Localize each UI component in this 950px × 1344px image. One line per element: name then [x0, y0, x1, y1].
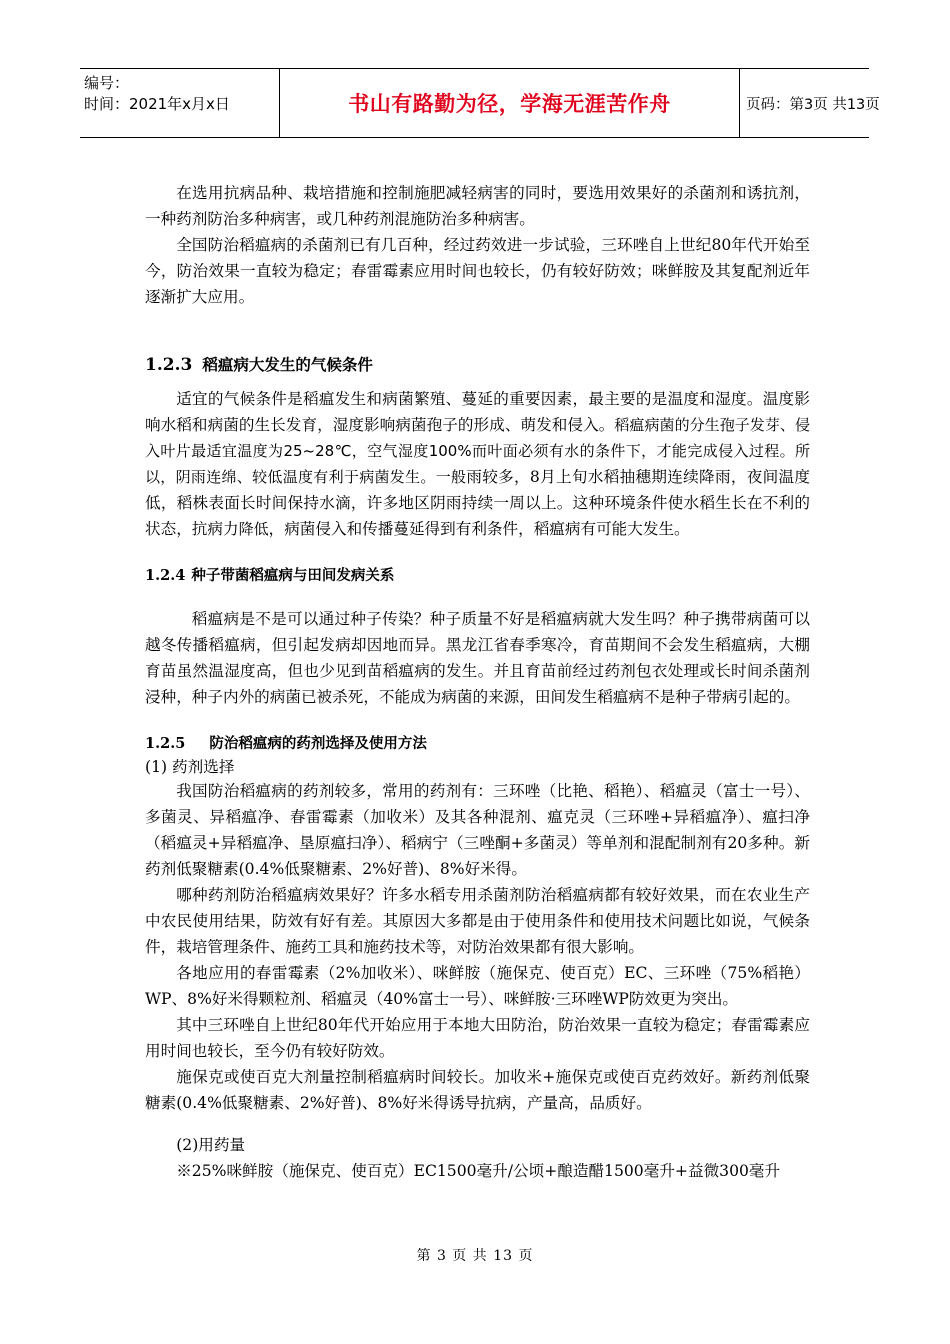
section-title: 稻瘟病大发生的气候条件: [202, 355, 373, 374]
header-motto: 书山有路勤为径，学海无涯苦作舟: [280, 69, 740, 137]
paragraph: 稻瘟病是不是可以通过种子传染？种子质量不好是稻瘟病就大发生吗？种子携带病菌可以越冬传播稻瘟病，但引起发病却因地而异。黑龙江省春季寒冷，育苗期间不会发生稻瘟病，大棚育苗虽然温湿度高，但也少见到苗稻瘟病的发生。并且育苗前经过药剂包衣处理或长时间杀菌剂浸种，种子内外的病菌已被杀死，不能成为病菌的来源，田间发生稻瘟病不是种子带病引起的。: [145, 610, 810, 706]
section-number: 1.2.4: [145, 567, 186, 584]
paragraph: 在选用抗病品种、栽培措施和控制施肥减轻病害的同时，要选用效果好的杀菌剂和诱抗剂，一种药剂防治多种病害，或几种药剂混施防治多种病害。: [145, 184, 810, 228]
document-number-label: 编号：: [84, 74, 130, 92]
document-date: 时间：2021年x月x日: [84, 95, 230, 113]
subheading: (1) 药剂选择: [145, 758, 235, 776]
text-run: 降低: [238, 520, 269, 538]
paragraph: 哪种药剂防治稻瘟病效果好？许多水稻专用杀菌剂防治稻瘟病都有较好效果，而在农业生产中农民使用结果，防效有好有差。其原因大多都是由于使用条件和使用技术问题比如说，气候条件，栽培管理条件、施药工具和施药技术等，对防治效果都有很大影响。: [145, 886, 810, 956]
paragraph: 我国防治稻瘟病的药剂较多，常用的药剂有：三环唑（比艳、稻艳）、稻瘟灵（富士一号）、多菌灵、异稻瘟净、春雷霉素（加收米）及其各种混剂、瘟克灵（三环唑+异稻瘟净）、瘟扫净（稻瘟灵+异稻瘟净、垦原瘟扫净）、稻病宁（三唑酮+多菌灵）等单剂和混配制剂有20多种。新药剂低聚糖素(0.4%低聚糖素、2%好普)、8%好米得。: [145, 782, 810, 878]
page-header: [80, 68, 880, 138]
section-heading-1-2-4: [145, 564, 810, 588]
text-run: ，病菌侵入和传播蔓延得到有利条件，稻瘟病有可能大发生。: [268, 520, 690, 538]
section-heading-1-2-5: [145, 732, 810, 756]
section-number: 1.2.3: [145, 355, 193, 375]
text-run: 稻瘟病菌的分生孢子发芽、侵入叶片最适宜温度为25~28℃，空气湿度100%而叶面必须有水的条件下，才能完成侵入过程。所以，阴雨连绵、较低温度有利于病菌发生。一般: [145, 416, 810, 486]
paragraph: 施保克或使百克大剂量控制稻瘟病时间较长。加收米+施保克或使百克药效好。新药剂低聚糖素(0.4%低聚糖素、2%好普)、8%好米得诱导抗病，产量高，品质好。: [145, 1068, 810, 1112]
subheading: (2)用药量: [176, 1136, 246, 1154]
header-meta: [80, 69, 280, 137]
paragraph: ※25%咪鲜胺（施保克、使百克）EC1500毫升/公顷+酿造醋1500毫升+益微300毫升: [176, 1162, 781, 1180]
text-run: 雨较多，8月上旬水稻抽穗期连续降雨，夜间温度低，稻株表面长时间保持水滴，许多地区阴雨持续一周以上。这种环境条件使水稻生长在不利的状态，抗病力: [145, 468, 810, 538]
paragraph: 其中三环唑自上世纪80年代开始应用于本地大田防治，防治效果一直较为稳定；春雷霉素应用时间也较长，至今仍有较好防效。: [145, 1016, 810, 1060]
section-title: 防治稻瘟病的药剂选择及使用方法: [209, 735, 427, 752]
section-title: 种子带菌稻瘟病与田间发病关系: [191, 567, 395, 584]
paragraph: [145, 386, 810, 542]
section-number: 1.2.5: [145, 735, 186, 752]
text-run: 适宜的气候条件是稻瘟发生和病菌繁殖、蔓延的重要因素，最主要的是温度和湿度。温度影响水稻和病菌的生长发育，湿度影响病菌孢子的形成、萌发和侵入。: [145, 390, 810, 434]
paragraph: 全国防治稻瘟病的杀菌剂已有几百种，经过药效进一步试验，三环唑自上世纪80年代开始至今，防治效果一直较为稳定；春雷霉素应用时间也较长，仍有较好防效；咪鲜胺及其复配剂近年逐渐扩大应用。: [145, 236, 810, 306]
header-page-number: 页码：第3页 共13页: [746, 96, 880, 113]
section-heading-1-2-3: [145, 352, 810, 378]
paragraph: 各地应用的春雷霉素（2%加收米）、咪鲜胺（施保克、使百克）EC、三环唑（75%稻艳）WP、8%好米得颗粒剂、稻瘟灵（40%富士一号）、咪鲜胺·三环唑WP防效更为突出。: [145, 964, 810, 1008]
page-footer: 第 3 页 共 13 页: [416, 1248, 534, 1264]
document-body: [145, 180, 810, 1184]
